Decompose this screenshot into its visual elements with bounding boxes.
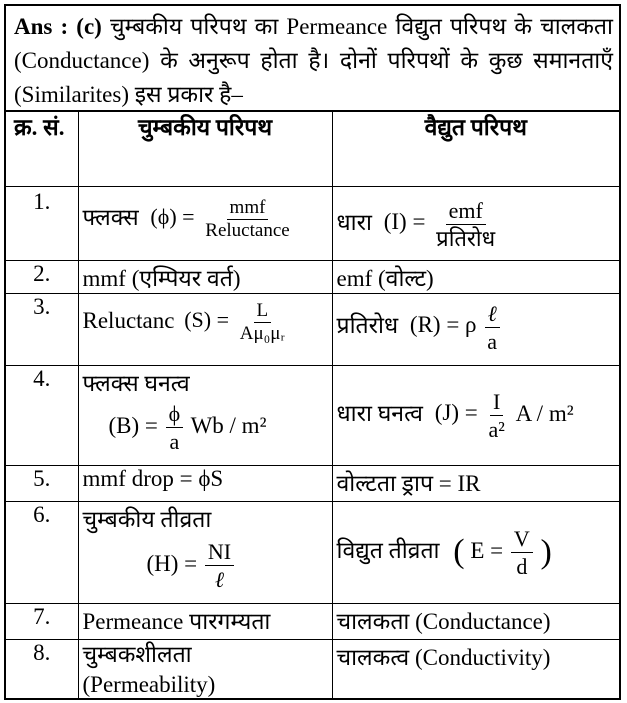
row-serial: 2.	[6, 260, 78, 293]
row-magnetic-fraction	[205, 538, 234, 593]
table-row	[6, 260, 619, 293]
fraction-denominator: a	[169, 428, 180, 454]
table-row	[6, 603, 619, 639]
row-electric-unit: A / m²	[515, 400, 574, 426]
header-serial: क्र. सं.	[6, 112, 78, 186]
row-electric-text: चालकता (Conductance)	[332, 603, 619, 639]
answer-prefix: Ans : (c)	[14, 14, 102, 39]
row-serial: 5.	[6, 465, 78, 501]
row-magnetic-label: फ्लक्स	[82, 204, 139, 230]
fraction-numerator: mmf	[227, 197, 269, 220]
fraction-numerator: ℓ	[485, 300, 500, 328]
fraction-denominator: d	[516, 553, 528, 579]
row-magnetic-fraction	[237, 300, 288, 345]
row-magnetic-label: चुम्बकीय तीव्रता	[82, 506, 212, 532]
row-electric-text: emf (वोल्ट)	[332, 260, 619, 293]
fraction-denominator: Reluctance	[205, 219, 290, 241]
fraction-denominator: ℓ	[214, 566, 225, 592]
fraction-numerator: ϕ	[166, 400, 184, 428]
fraction-numerator: NI	[205, 538, 234, 566]
fraction-numerator: emf	[446, 197, 486, 225]
row-electric-fraction	[433, 197, 498, 252]
right-paren: )	[540, 533, 552, 570]
row-serial: 8.	[6, 639, 78, 700]
table-row	[6, 465, 619, 501]
row-electric-cell	[332, 501, 619, 603]
row-magnetic-fraction	[166, 400, 184, 455]
answer-box	[4, 4, 621, 700]
row-magnetic-formula	[83, 400, 328, 455]
row-electric-lhs: (I) =	[383, 209, 426, 235]
row-electric-cell	[332, 293, 619, 365]
row-electric-text: वोल्टता ड्राप = IR	[332, 465, 619, 501]
row-magnetic-lhs: (ϕ) =	[150, 204, 195, 230]
row-magnetic-text: mmf drop = ϕS	[78, 465, 332, 501]
row-magnetic-lhs: (S) =	[184, 307, 230, 333]
row-electric-fraction	[484, 300, 500, 355]
header-magnetic: चुम्बकीय परिपथ	[78, 112, 332, 186]
table-row	[6, 365, 619, 465]
row-electric-lhs: (R) = ρ	[409, 312, 477, 338]
row-electric-label: प्रतिरोध	[336, 312, 399, 338]
row-serial: 1.	[6, 186, 78, 260]
intro-paragraph	[6, 6, 619, 112]
row-serial: 4.	[6, 365, 78, 465]
comparison-table	[6, 112, 619, 700]
row-electric-lhs: E =	[470, 537, 504, 563]
row-electric-label: धारा घनत्व	[336, 400, 423, 426]
row-magnetic-label: फ्लक्स घनत्व	[82, 370, 190, 396]
intro-text: चुम्बकीय परिपथ का Permeance विद्युत परिपथ के चालकता (Conductance) के अनुरूप होता है। दोनों परिपथों के कुछ समानताएँ (Similarites) इस प्रकार है–	[14, 14, 614, 107]
row-magnetic-cell	[78, 293, 332, 365]
row-serial: 7.	[6, 603, 78, 639]
fraction-numerator: I	[490, 388, 503, 416]
fraction-denominator: a²	[488, 416, 505, 442]
table-header-row	[6, 112, 619, 186]
row-serial: 3.	[6, 293, 78, 365]
row-magnetic-text: mmf (एम्पियर वर्त)	[78, 260, 332, 293]
row-magnetic-text: Permeance पारगम्यता	[78, 603, 332, 639]
table-row	[6, 293, 619, 365]
row-magnetic-unit: Wb / m²	[190, 412, 267, 438]
row-magnetic-text: चुम्बकशीलता (Permeability)	[78, 639, 332, 700]
row-magnetic-cell	[78, 365, 332, 465]
header-electric: वैद्युत परिपथ	[332, 112, 619, 186]
row-electric-label: धारा	[336, 209, 372, 235]
row-magnetic-label: Reluctanc	[82, 307, 175, 333]
left-paren: (	[453, 533, 465, 570]
row-electric-fraction	[485, 388, 507, 443]
row-magnetic-cell	[78, 186, 332, 260]
row-electric-fraction	[511, 525, 533, 580]
fraction-denominator: a	[487, 328, 498, 354]
row-magnetic-cell	[78, 501, 332, 603]
fraction-numerator: L	[254, 300, 272, 323]
row-magnetic-fraction	[202, 197, 292, 242]
row-electric-label: विद्युत तीव्रता	[336, 537, 440, 563]
fraction-numerator: V	[511, 525, 533, 553]
row-magnetic-lhs: (H) =	[146, 550, 198, 576]
row-electric-text: चालकत्व (Conductivity)	[332, 639, 619, 700]
table-row	[6, 501, 619, 603]
row-electric-lhs: (J) =	[434, 400, 478, 426]
fraction-denominator: Aμ₀μᵣ	[239, 322, 285, 344]
fraction-denominator: प्रतिरोध	[436, 225, 496, 251]
table-row	[6, 639, 619, 700]
row-magnetic-lhs: (B) =	[108, 412, 158, 438]
row-electric-cell	[332, 186, 619, 260]
row-magnetic-formula	[83, 538, 328, 593]
row-serial: 6.	[6, 501, 78, 603]
row-electric-cell	[332, 365, 619, 465]
table-row	[6, 186, 619, 260]
